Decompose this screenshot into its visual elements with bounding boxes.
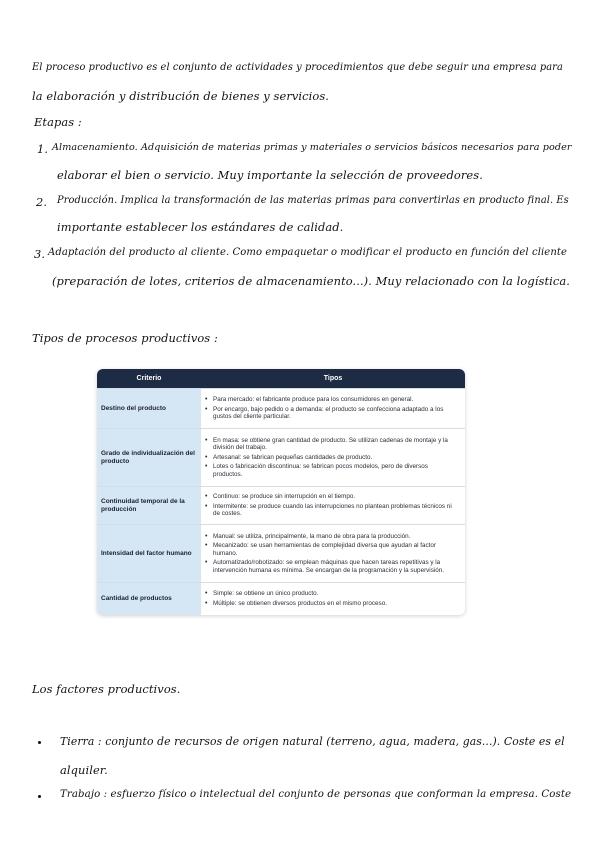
tipo-item: • En masa: se obtiene gran cantidad de producto. Se utilizan cadenas de montaje y la división del trabajo. bbox=[205, 436, 448, 452]
etapa-1-line-2: elaborar el bien o servicio. Muy importante la selección de proveedores. bbox=[57, 168, 483, 182]
etapa-number-3: 3. bbox=[34, 247, 46, 261]
table-row bbox=[97, 487, 465, 525]
criterio-cell: Cantidad de productos bbox=[97, 583, 201, 615]
factor-bullet-2 bbox=[38, 795, 41, 798]
etapa-3-line-1: Adaptación del producto al cliente. Como empaquetar o modificar el producto en función del cliente bbox=[48, 247, 567, 258]
etapa-number-1: 1. bbox=[37, 142, 49, 156]
tipo-item: • Por encargo, bajo pedido o a demanda: el producto se confecciona adaptado a los gustos del cliente particular. bbox=[205, 405, 444, 421]
tipo-item: • Mecanizado: se usan herramientas de complejidad diversa que ayudan al factor humano. bbox=[205, 542, 436, 557]
tipos-cell bbox=[201, 583, 465, 615]
table-row bbox=[97, 389, 465, 429]
column-header-tipos: Tipos bbox=[201, 369, 465, 389]
criterio-cell: Destino del producto bbox=[97, 389, 201, 429]
table-header-row bbox=[97, 369, 465, 389]
tipo-item: • Continuo: se produce sin interrupción en el tiempo. bbox=[205, 493, 356, 501]
etapa-2-line-1: Producción. Implica la transformación de las materias primas para convertirlas en producto final. Es bbox=[57, 195, 569, 206]
tipo-item: • Intermitente: se produce cuando las interrupciones no plantean problemas técnicos ni de costes. bbox=[205, 502, 452, 518]
factor-bullet-1 bbox=[38, 741, 41, 744]
tipo-item: • Automatizado/robotizado: se emplean máquinas que hacen tareas repetitivas y la intervención humana es mínima. Se encargan de la programación y la supervisión. bbox=[205, 559, 445, 574]
tipos-procesos-table bbox=[97, 369, 465, 615]
criterio-cell: Grado de individualización del producto bbox=[97, 429, 201, 487]
etapa-number-2: 2. bbox=[36, 195, 48, 209]
etapas-heading: Etapas : bbox=[34, 115, 82, 129]
tipo-item: • Artesanal: se fabrican pequeñas cantidades de producto. bbox=[205, 453, 373, 461]
factor-1-line-1: Tierra : conjunto de recursos de origen natural (terreno, agua, madera, gas...). Coste es el bbox=[60, 735, 565, 748]
factor-2-line-1: Trabajo : esfuerzo físico o intelectual del conjunto de personas que conforman la empresa. Coste bbox=[60, 789, 572, 800]
tipos-heading: Tipos de procesos productivos : bbox=[32, 331, 218, 345]
table-row bbox=[97, 525, 465, 583]
factor-1-line-2: alquiler. bbox=[60, 763, 108, 777]
tipo-item: • Manual: se utiliza, principalmente, la mano de obra para la producción. bbox=[205, 532, 411, 540]
tipo-item: • Simple: se obtiene un único producto. bbox=[205, 590, 319, 598]
criterio-cell: Intensidad del factor humano bbox=[97, 525, 201, 583]
etapa-1-line-1: Almacenamiento. Adquisición de materias primas y materiales o servicios básicos necesarios para poder bbox=[52, 142, 572, 153]
tipos-cell bbox=[201, 487, 465, 525]
table-row bbox=[97, 429, 465, 487]
tipo-item: • Lotes o fabricación discontinua: se fabrican pocos modelos, pero de diversos productos. bbox=[205, 463, 428, 478]
table-row bbox=[97, 583, 465, 615]
tipos-cell bbox=[201, 389, 465, 429]
tipos-cell bbox=[201, 525, 465, 583]
tipos-cell bbox=[201, 429, 465, 487]
tipo-item: • Para mercado: el fabricante produce para los consumidores en general. bbox=[205, 396, 414, 404]
etapa-3-line-2: (preparación de lotes, criterios de almacenamiento...). Muy relacionado con la logística. bbox=[52, 274, 570, 288]
factores-heading: Los factores productivos. bbox=[32, 682, 181, 696]
tipo-item: • Múltiple: se obtienen diversos productos en el mismo proceso. bbox=[205, 599, 387, 607]
intro-line-1: El proceso productivo es el conjunto de actividades y procedimientos que debe seguir una empresa para bbox=[32, 62, 563, 73]
etapa-2-line-2: importante establecer los estándares de calidad. bbox=[57, 220, 344, 234]
column-header-criterio: Criterio bbox=[97, 369, 201, 389]
criterio-cell: Continuidad temporal de la producción bbox=[97, 487, 201, 525]
intro-line-2: la elaboración y distribución de bienes y servicios. bbox=[32, 89, 330, 103]
